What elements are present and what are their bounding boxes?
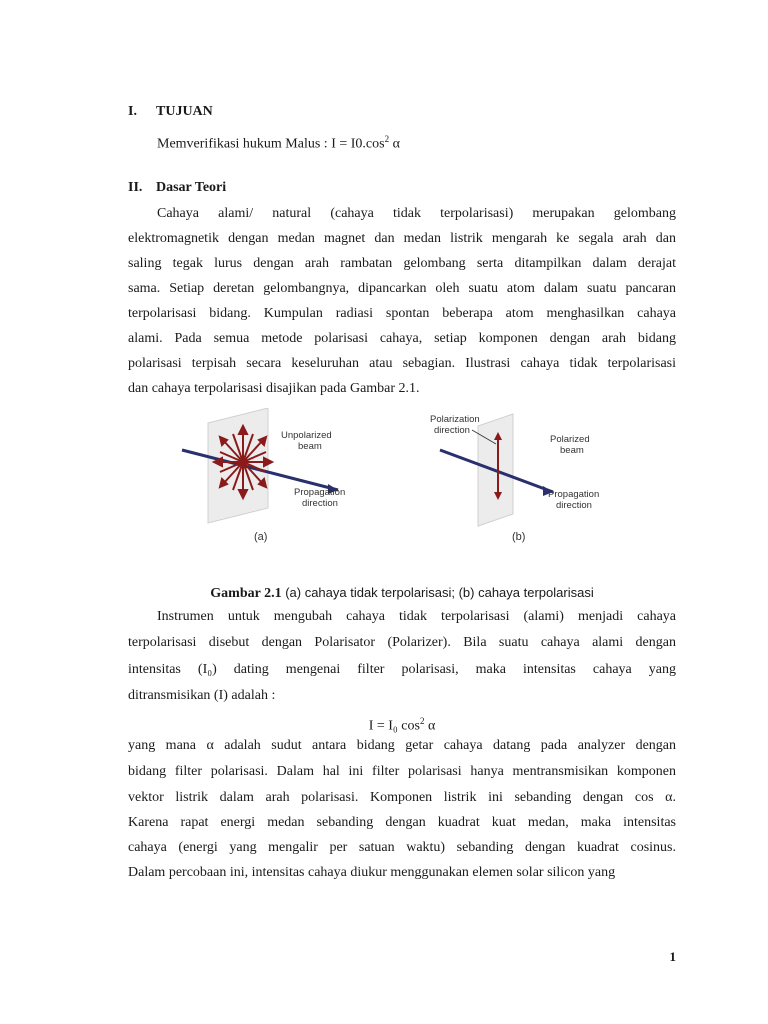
paragraph-line: saling tegak lurus dengan arah rambatan gelombang serta ditampilkan dalam derajat [128, 256, 676, 271]
aim-superscript: 2 [384, 134, 390, 144]
paragraph-line: dan cahaya terpolarisasi disajikan pada Gambar 2.1. [128, 381, 420, 396]
section-title: TUJUAN [156, 104, 213, 119]
paragraph-line: ditransmisikan (I) adalah : [128, 688, 276, 703]
label-polarization: Polarization [430, 414, 480, 425]
page-number: 1 [669, 949, 676, 964]
paragraph-line: Dalam percobaan ini, intensitas cahaya diukur menggunakan elemen solar silicon yang [128, 865, 616, 880]
paragraph-line: yang mana α adalah sudut antara bidang getar cahaya datang pada analyzer dengan [128, 738, 676, 753]
figure-b-polarized [430, 414, 599, 543]
equation-text: I = I₀ cos [368, 718, 420, 734]
label-beam: beam [560, 445, 584, 456]
paragraph-line: Instrumen untuk mengubah cahaya tidak terpolarisasi (alami) menjadi cahaya [157, 609, 676, 624]
label-beam: beam [298, 441, 322, 452]
polarization-figure [178, 408, 618, 548]
paragraph-line: sama. Setiap deretan gelombangnya, dipancarkan oleh suatu atom dalam suatu pancaran [128, 281, 676, 296]
label-direction: direction [556, 500, 592, 511]
equation-alpha: α [424, 718, 436, 734]
aim-statement [157, 130, 676, 154]
paragraph-line: vektor listrik dalam arah polarisasi. Komponen listrik ini sebanding dengan cos α. [128, 790, 676, 805]
aim-alpha: α [389, 136, 400, 152]
figure-a-unpolarized [182, 408, 345, 543]
paragraph-line: elektromagnetik dengan medan magnet dan medan listrik mengarah ke segala arah dan [128, 231, 676, 246]
paragraph-line: cahaya (energi yang mengalir per satuan waktu) sebanding dengan kuadrat cosinus. [128, 840, 676, 855]
paragraph-line: Cahaya alami/ natural (cahaya tidak terpolarisasi) merupakan gelombang [157, 206, 676, 221]
figure-tag-b: (b) [512, 531, 526, 543]
label-propagation: Propagation [548, 489, 600, 500]
paragraph-line: terpolarisasi disebut dengan Polarisator (Polarizer). Bila suatu cahaya alami dengan [128, 635, 676, 650]
paragraph-line: polarisasi terpisah secara keseluruhan atau sebagian. Ilustrasi cahaya tidak terpolarisasi [128, 356, 676, 371]
caption-label: Gambar 2.1 [210, 586, 282, 601]
paragraph-line: alami. Pada semua metode polarisasi cahaya, setiap komponen dengan arah bidang [128, 331, 676, 346]
paragraph-line: terpolarisasi bidang. Kumpulan radiasi spontan beberapa atom menghasilkan cahaya [128, 306, 676, 321]
label-polarized: Polarized [550, 434, 590, 445]
label-propagation: Propagation [294, 487, 346, 498]
section-heading-tujuan [128, 104, 213, 120]
label-unpolarized: Unpolarized [281, 430, 332, 441]
paragraph-line: intensitas (I₀) dating mengenai filter polarisasi, maka intensitas cahaya yang [128, 662, 676, 677]
label-direction: direction [302, 498, 338, 509]
section-number: I. [128, 104, 137, 119]
paragraph-line: Karena rapat energi medan sebanding dengan kuadrat kuat medan, maka intensitas [128, 815, 676, 830]
section-number: II. [128, 180, 143, 195]
label-direction: direction [434, 425, 470, 436]
aim-text: Memverifikasi hukum Malus : I = I0.cos [157, 136, 385, 152]
figure-caption [128, 585, 676, 602]
malus-equation [128, 712, 676, 736]
paragraph-line: bidang filter polarisasi. Dalam hal ini filter polarisasi hanya mentransmisikan komponen [128, 764, 676, 779]
section-title: Dasar Teori [156, 180, 227, 195]
caption-text: (a) cahaya tidak terpolarisasi; (b) cahaya terpolarisasi [281, 585, 594, 600]
equation-superscript: 2 [419, 716, 425, 726]
section-heading-dasar-teori [128, 180, 226, 196]
figure-tag-a: (a) [254, 531, 268, 543]
